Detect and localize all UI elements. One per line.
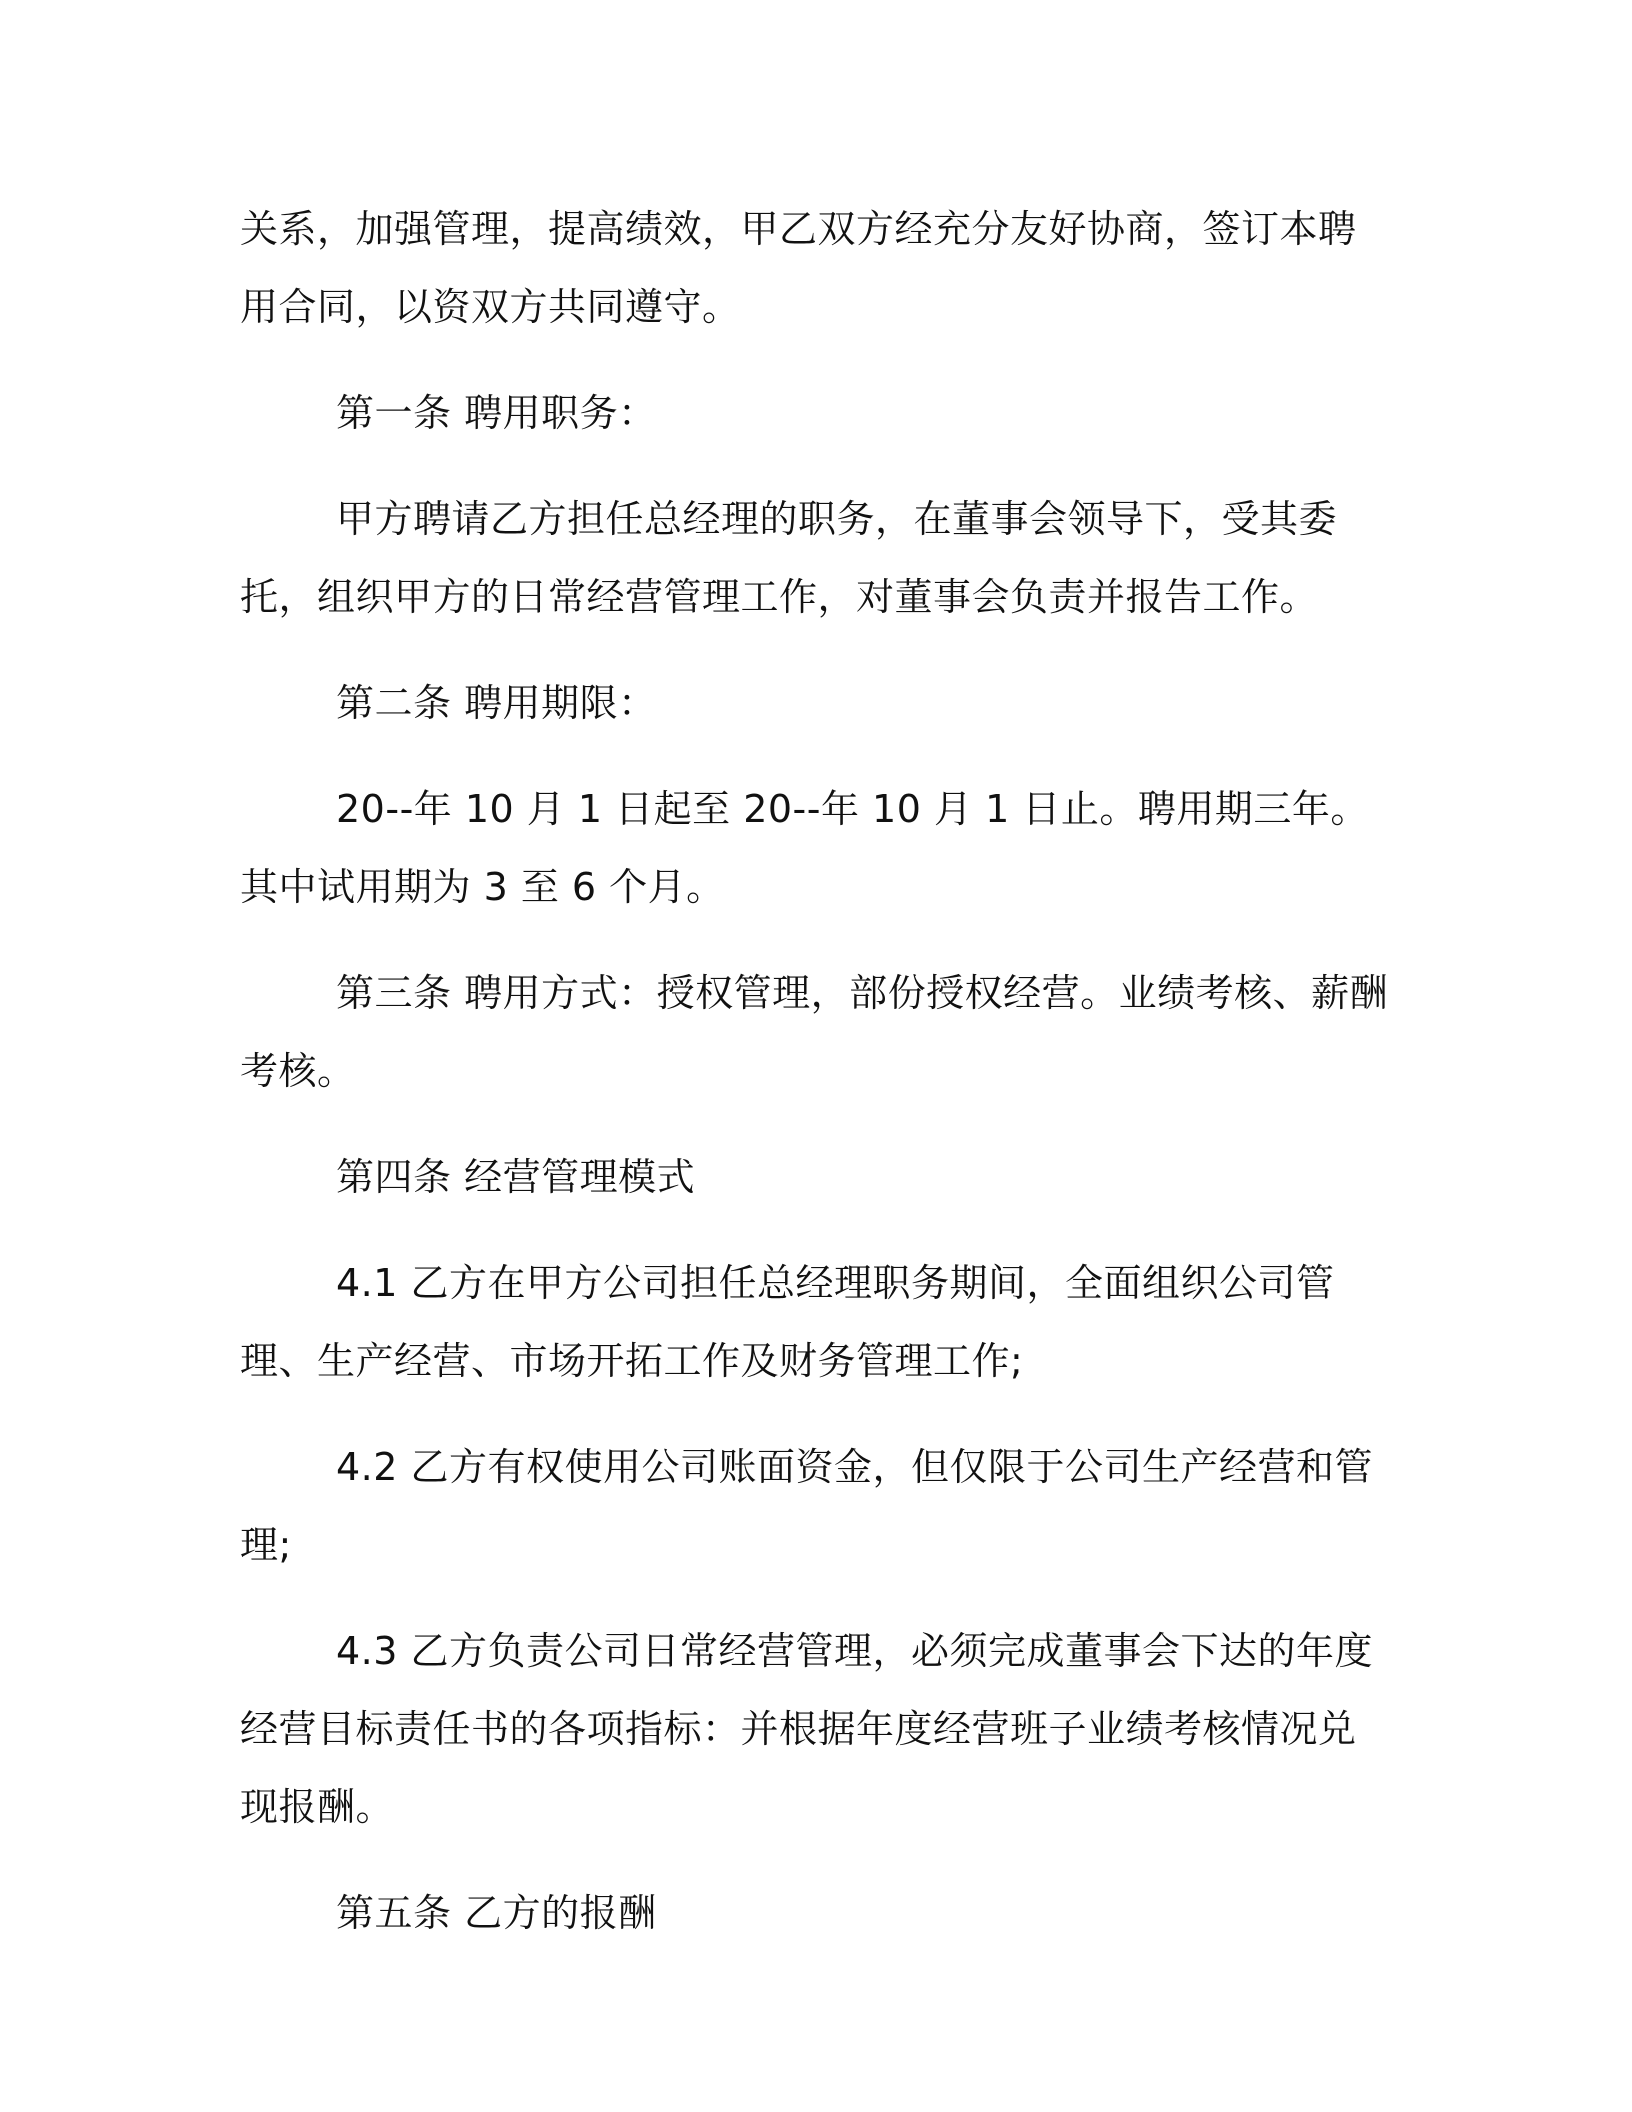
article-2-heading: 第二条 聘用期限： [336,681,657,725]
document-body [240,190,1390,1952]
article-1-heading: 第一条 聘用职务： [336,391,657,435]
clause-4-2: 4.2 乙方有权使用公司账面资金，但仅限于公司生产经营和管理; [240,1445,1374,1567]
article-4-heading: 第四条 经营管理模式 [336,1155,696,1199]
clause-4-3: 4.3 乙方负责公司日常经营管理，必须完成董事会下达的年度经营目标责任书的各项指标：并根据年度经营班子业绩考核情况兑现报酬。 [240,1629,1374,1829]
article-2-body: 20--年 10 月 1 日起至 20--年 10 月 1 日止。聘用期三年。其中试用期为 3 至 6 个月。 [240,787,1369,909]
paragraph-continuation: 关系，加强管理，提高绩效，甲乙双方经充分友好协商，签订本聘用合同，以资双方共同遵守。 [240,207,1357,329]
clause-4-1: 4.1 乙方在甲方公司担任总经理职务期间，全面组织公司管理、生产经营、市场开拓工作及财务管理工作; [240,1261,1335,1383]
article-5-heading: 第五条 乙方的报酬 [336,1891,657,1935]
article-1-body: 甲方聘请乙方担任总经理的职务，在董事会领导下，受其委托，组织甲方的日常经营管理工作，对董事会负责并报告工作。 [240,497,1338,619]
article-3: 第三条 聘用方式：授权管理，部份授权经营。业绩考核、薪酬考核。 [240,971,1389,1093]
